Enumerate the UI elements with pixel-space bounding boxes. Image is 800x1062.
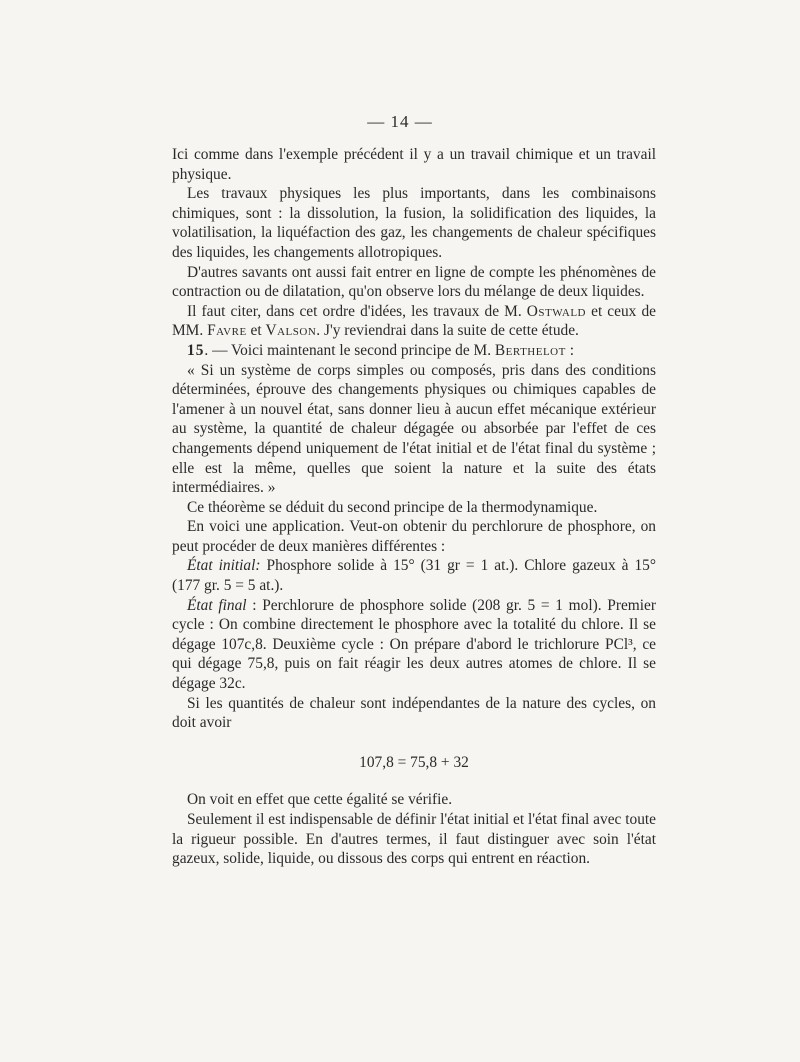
- author-name: Favre: [207, 322, 247, 340]
- equation: 107,8 = 75,8 + 32: [359, 753, 469, 771]
- text-run: :: [565, 341, 574, 359]
- author-name: Ostwald: [526, 302, 587, 320]
- label: État final: [187, 596, 247, 614]
- paragraph: [172, 341, 656, 361]
- text-run: Il faut citer, dans cet ordre d'idées, les travaux de M.: [187, 302, 522, 320]
- text-run: . J'y reviendrai dans la suite de cette étude.: [316, 322, 579, 340]
- text-run: Phosphore solide à 15° (31 gr = 1 at.). Chlore gazeux à 15° (177 gr. 5 = 5 at.).: [172, 557, 656, 595]
- paragraph: [172, 596, 656, 694]
- body-text: [172, 145, 656, 869]
- paragraph: [172, 556, 656, 595]
- paragraph: En voici une application. Veut-on obtenir du perchlorure de phosphore, on peut procéder de deux manières différentes :: [172, 518, 656, 555]
- text-run: : Perchlorure de phosphore solide (208 gr. 5 = 1 mol). Premier cycle : On combine directement le phosphore avec la totalité du chlore. Il se dégage 107c,8. Deuxième cycle : On prépare d'abord le trichlorure PCl³, ce qui dégage 75,8, puis on fait réagir les deux autres atomes de chlore. Il se dégage 32c.: [172, 596, 656, 693]
- author-name: Valson: [265, 322, 317, 340]
- author-name: Berthelot: [494, 341, 566, 359]
- paragraph: Ce théorème se déduit du second principe de la thermodynamique.: [187, 498, 598, 516]
- section-number: 15: [187, 341, 205, 359]
- label: État initial:: [187, 557, 261, 575]
- paragraph: Seulement il est indispensable de définir l'état initial et l'état final avec toute la rigueur possible. En d'autres termes, il faut distinguer avec soin l'état gazeux, solide, liquide, ou dissous des corps qui entrent en réaction.: [172, 811, 656, 868]
- text-run: et ceux de MM.: [172, 302, 656, 340]
- paragraph: On voit en effet que cette égalité se vérifie.: [187, 791, 453, 809]
- paragraph: Les travaux physiques les plus importants, dans les combinaisons chimiques, sont : la dissolution, la fusion, la solidification des liquides, la volatilisation, la liquéfaction des gaz, les changements de chaleur spécifiques des liquides, les changements allotropiques.: [172, 185, 656, 261]
- text-run: . — Voici maintenant le second principe de M.: [204, 341, 492, 359]
- paragraph: « Si un système de corps simples ou composés, pris dans des conditions déterminées, éprouve des changements physiques ou chimiques capables de l'amener à un nouvel état, sans donner lieu à aucun effet mécanique extérieur au système, la quantité de chaleur dégagée ou absorbée par l'effet de ces changements dépend uniquement de l'état initial et de l'état final du système ; elle est la même, quelles que soient la nature et la suite des états intermédiaires. »: [172, 361, 656, 497]
- paragraph: D'autres savants ont aussi fait entrer en ligne de compte les phénomènes de contraction ou de dilatation, qu'on observe lors du mélange de deux liquides.: [172, 263, 656, 301]
- paragraph: Ici comme dans l'exemple précédent il y a un travail chimique et un travail physique.: [172, 146, 656, 183]
- paragraph: Si les quantités de chaleur sont indépendantes de la nature des cycles, on doit avoir: [172, 694, 656, 732]
- text-run: et: [250, 322, 262, 340]
- paragraph: [172, 302, 656, 341]
- page-number: — 14 —: [367, 112, 433, 131]
